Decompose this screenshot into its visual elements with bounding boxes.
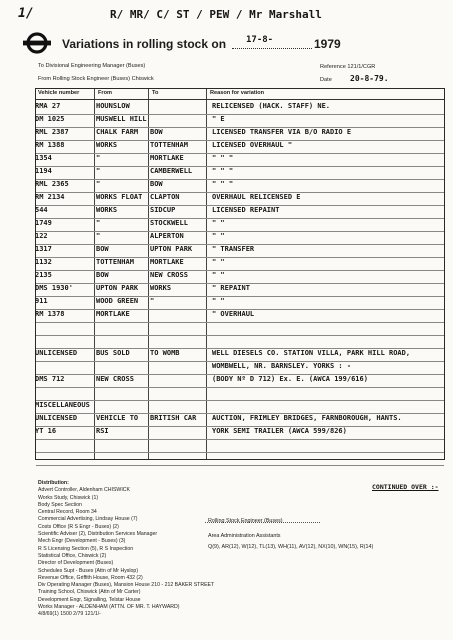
- cell-vehicle: RML 2387: [35, 128, 69, 136]
- cell-to: [150, 399, 206, 412]
- cell-from: VEHICLE TO: [96, 414, 139, 422]
- distribution-line: Development Engr, Signalling, Telstar House: [38, 596, 141, 603]
- cell-to: [150, 113, 206, 126]
- cell-vehicle: [35, 321, 95, 334]
- area-heading: Area Administration Assistants: [208, 533, 281, 539]
- distribution-line: Works Study, Chiswick (1): [38, 494, 99, 501]
- reference: Reference 121/1/CGR: [320, 64, 376, 70]
- cell-from: [96, 360, 148, 373]
- cell-reason: " REPAINT: [212, 284, 250, 292]
- cell-reason: (BODY Nº D 712) Ex. E. (AWCA 199/616): [212, 375, 368, 383]
- signatory: Rolling Stock Engineer (Buses): [208, 518, 283, 524]
- distribution-line: Commercial Advertising, Lindsay House (7): [38, 516, 138, 523]
- cell-from: WORKS: [96, 206, 118, 214]
- cell-vehicle: 1749: [35, 219, 52, 227]
- cell-from: [96, 451, 148, 464]
- cell-to: CLAPTON: [150, 193, 180, 201]
- cell-from: WOOD GREEN: [96, 297, 139, 305]
- cell-from: BOW: [96, 271, 109, 279]
- cell-vehicle: 1317: [35, 245, 52, 253]
- cell-reason: [212, 321, 442, 334]
- date-label: Date: [320, 77, 332, 83]
- cell-to: UPTON PARK: [150, 245, 193, 253]
- cell-vehicle: [35, 360, 95, 373]
- cell-reason: LICENSED REPAINT: [212, 206, 280, 214]
- cell-reason: [212, 438, 442, 451]
- distribution-line: Advert Controller, Aldenham CHISWICK: [38, 487, 130, 494]
- cell-vehicle: [35, 386, 95, 399]
- column-header-from: From: [98, 90, 112, 96]
- cell-from: CHALK FARM: [96, 128, 139, 136]
- column-header-vehicle: Vehicle number: [38, 90, 80, 96]
- cell-to: MORTLAKE: [150, 154, 184, 162]
- distribution-list: [38, 480, 223, 619]
- cell-to: [150, 373, 206, 386]
- cell-reason: AUCTION, FRIMLEY BRIDGES, FARNBOROUGH, HANTS.: [212, 414, 402, 422]
- cell-reason: " " ": [212, 180, 234, 188]
- cell-to: SIDCUP: [150, 206, 176, 214]
- distribution-line: Div Operating Manager (Buses), Mansion House 210 - 212 BAKER STREET: [38, 582, 215, 589]
- cell-to: ": [150, 297, 155, 305]
- cell-to: [150, 360, 206, 373]
- cell-to: [150, 425, 206, 438]
- cell-to: [150, 100, 206, 113]
- cell-to: [150, 334, 206, 347]
- cell-to: [150, 451, 206, 464]
- cell-vehicle: DMS 1930': [35, 284, 73, 292]
- distribution-line: Statistical Office, Chiswick (2): [38, 552, 107, 559]
- cell-from: WORKS FLOAT: [96, 193, 143, 201]
- london-transport-roundel-icon: [22, 32, 52, 54]
- cell-from: MUSWELL HILL: [96, 115, 147, 123]
- title-year: 1979: [314, 37, 341, 51]
- cell-from: ": [96, 232, 101, 240]
- cell-reason: LICENSED TRANSFER VIA B/O RADIO E: [212, 128, 352, 136]
- cell-from: BOW: [96, 245, 109, 253]
- cell-vehicle: RML 2365: [35, 180, 69, 188]
- cell-vehicle: 122: [35, 232, 48, 240]
- cell-from: UPTON PARK: [96, 284, 139, 292]
- column-divider: [148, 89, 149, 459]
- continued-over: CONTINUED OVER :-: [372, 483, 439, 491]
- cell-reason: " " ": [212, 154, 234, 162]
- distribution-line: Scientific Adviser (2), Distribution Services Manager: [38, 531, 158, 538]
- cell-to: BOW: [150, 128, 163, 136]
- cell-to: TOTTENHAM: [150, 141, 188, 149]
- cell-to: STOCKWELL: [150, 219, 188, 227]
- cell-from: ": [96, 167, 101, 175]
- cell-vehicle: DM 1025: [35, 115, 65, 123]
- cell-to: NEW CROSS: [150, 271, 188, 279]
- cell-to: ALPERTON: [150, 232, 184, 240]
- cell-vehicle: [35, 438, 95, 451]
- cell-from: [96, 399, 148, 412]
- cell-vehicle: UNLICENSED: [35, 414, 78, 422]
- cell-reason: " ": [212, 297, 225, 305]
- column-header-to: To: [152, 90, 159, 96]
- cell-vehicle: DMS 712: [35, 375, 65, 383]
- cell-reason: " OVERHAUL: [212, 310, 255, 318]
- cell-vehicle: RM 1388: [35, 141, 65, 149]
- distribution-line: Director of Development (Buses): [38, 560, 114, 567]
- cell-from: [96, 334, 148, 347]
- route-note: R/ MR/ C/ ST / PEW / Mr Marshall: [110, 8, 322, 21]
- distribution-line: Central Record, Room 34: [38, 509, 97, 516]
- distribution-heading: Distribution:: [38, 480, 69, 486]
- cell-vehicle: 544: [35, 206, 48, 214]
- from-line: From Rolling Stock Engineer (Buses) Chiswick: [38, 76, 154, 82]
- cell-from: BUS SOLD: [96, 349, 130, 357]
- cell-to: [150, 386, 206, 399]
- cell-from: ": [96, 180, 101, 188]
- cell-to: CAMBERWELL: [150, 167, 193, 175]
- cell-from: HOUNSLOW: [96, 102, 130, 110]
- cell-reason: [212, 386, 442, 399]
- cell-vehicle: RM 2134: [35, 193, 65, 201]
- cell-vehicle: [35, 451, 95, 464]
- cell-from: ": [96, 219, 101, 227]
- to-line: To Divisional Engineering Manager (Buses): [38, 63, 146, 69]
- column-divider: [206, 89, 207, 459]
- cell-reason: [212, 334, 442, 347]
- row-rule: [36, 465, 444, 466]
- cell-reason: [212, 399, 442, 412]
- cell-to: BOW: [150, 180, 163, 188]
- cell-vehicle: [35, 334, 95, 347]
- cell-vehicle: 1132: [35, 258, 52, 266]
- cell-reason: " TRANSFER: [212, 245, 255, 253]
- cell-reason: [212, 451, 442, 464]
- cell-from: ": [96, 154, 101, 162]
- cell-reason: " ": [212, 271, 225, 279]
- print-code: 4/8/69(1) 1500 2/79 121/1/-: [38, 611, 101, 618]
- cell-to: [150, 438, 206, 451]
- cell-vehicle: MISCELLANEOUS: [35, 401, 90, 409]
- distribution-line: Training School, Chiswick (Attn of Mr Carter): [38, 589, 141, 596]
- distribution-line: Works Manager - ALDENHAM (ATTN. OF MR. T. HAYWARD): [38, 604, 180, 611]
- cell-reason: " ": [212, 219, 225, 227]
- cell-from: RSI: [96, 427, 109, 435]
- distribution-line: Revenue Office, Griffith House, Room 432 (2): [38, 574, 143, 581]
- distribution-line: Body Spec Section: [38, 501, 82, 508]
- cell-from: MORTLAKE: [96, 310, 130, 318]
- distribution-line: Costs Office (R S Engr - Buses) (2): [38, 523, 119, 530]
- cell-vehicle: 1194: [35, 167, 52, 175]
- cell-from: [96, 438, 148, 451]
- distribution-line: Schedules Supt - Buses (Attn of Mr Hyslop): [38, 567, 139, 574]
- cell-to: [150, 321, 206, 334]
- cell-reason: YORK SEMI TRAILER (AWCA 599/826): [212, 427, 347, 435]
- cell-reason: " ": [212, 232, 225, 240]
- cell-to: WORKS: [150, 284, 172, 292]
- cell-from: [96, 321, 148, 334]
- cell-vehicle: 1354: [35, 154, 52, 162]
- cell-from: TOTTENHAM: [96, 258, 134, 266]
- cell-reason: WELL DIESELS CO. STATION VILLA, PARK HILL ROAD,: [212, 349, 411, 357]
- distribution-line: Mech Engr (Development - Buses) (3): [38, 538, 126, 545]
- column-header-reason: Reason for variation: [210, 90, 265, 96]
- top-note: 1/: [18, 6, 34, 21]
- cell-vehicle: RMA 27: [35, 102, 61, 110]
- cell-vehicle: UNLICENSED: [35, 349, 78, 357]
- area-list: Q(9), AR(12), W(12), TL(13), WH(11), AV(12), NX(10), WN(15), R(14): [208, 544, 374, 550]
- cell-reason: OVERHAUL RELICENSED E: [212, 193, 301, 201]
- cell-vehicle: 911: [35, 297, 48, 305]
- cell-vehicle: RM 1378: [35, 310, 65, 318]
- cell-reason: WOMBWELL, NR. BARNSLEY. YORKS : -: [212, 362, 352, 370]
- cell-to: TO WOMB: [150, 349, 180, 357]
- cell-reason: " E: [212, 115, 225, 123]
- cell-to: [150, 308, 206, 321]
- cell-reason: " ": [212, 258, 225, 266]
- form-title: Variations in rolling stock on: [62, 37, 227, 51]
- title-date: 17-8-: [246, 35, 274, 45]
- cell-vehicle: YT 16: [35, 427, 57, 435]
- cell-reason: RELICENSED (HACK. STAFF) NE.: [212, 102, 331, 110]
- cell-from: [96, 386, 148, 399]
- cell-from: WORKS: [96, 141, 118, 149]
- distribution-line: R S Licensing Section (5), R S Inspection: [38, 545, 134, 552]
- cell-reason: LICENSED OVERHAUL ": [212, 141, 293, 149]
- cell-to: MORTLAKE: [150, 258, 184, 266]
- cell-to: BRITISH CAR: [150, 414, 197, 422]
- cell-from: NEW CROSS: [96, 375, 134, 383]
- cell-reason: " " ": [212, 167, 234, 175]
- date-value: 20-8-79.: [350, 74, 389, 83]
- cell-vehicle: 2135: [35, 271, 52, 279]
